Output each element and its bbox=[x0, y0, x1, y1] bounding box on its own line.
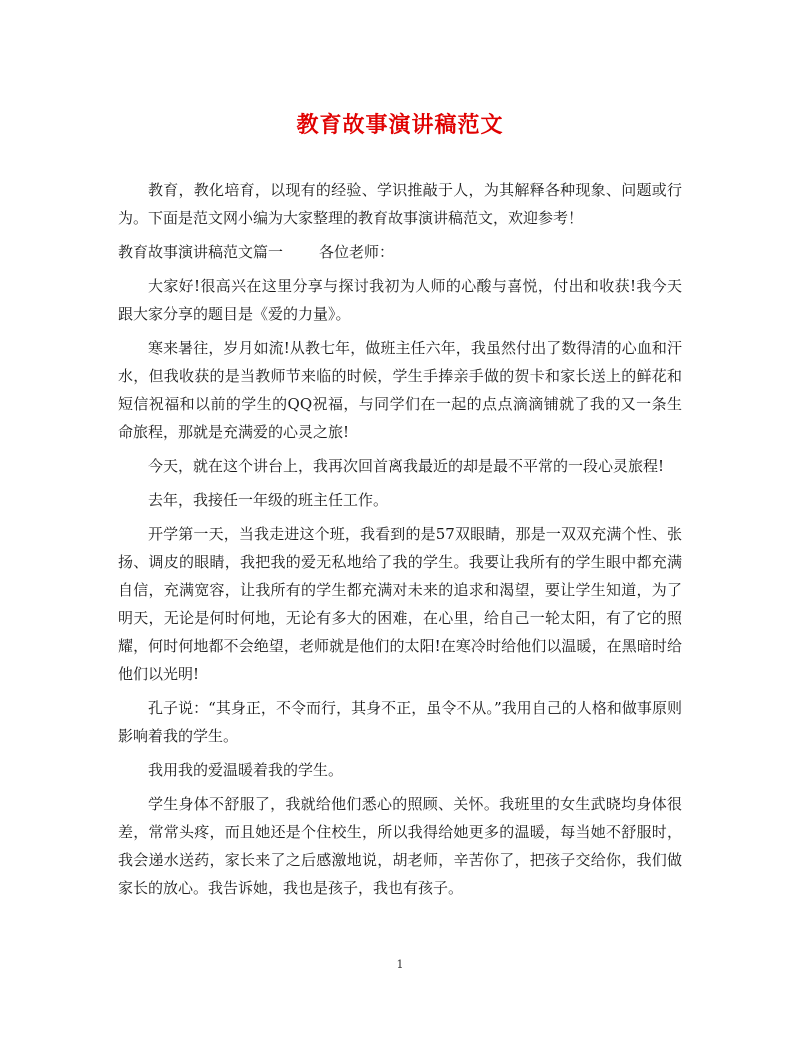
paragraph: 我用我的爱温暖着我的学生。 bbox=[148, 761, 344, 779]
paragraph: 大家好!很高兴在这里分享与探讨我初为人师的心酸与喜悦，付出和收获!我今天跟大家分享的题目是《爱的力量》。 bbox=[118, 277, 682, 323]
paragraph: 孔子说：“其身正，不令而行，其身不正，虽令不从。”我用自己的人格和做事原则影响着我的学生。 bbox=[118, 699, 682, 745]
page-number: 1 bbox=[396, 958, 404, 971]
paragraph: 学生身体不舒服了，我就给他们悉心的照顾、关怀。我班里的女生武晓均身体很差，常常头疼，而且她还是个住校生，所以我得给她更多的温暖，每当她不舒服时，我会递水送药，家长来了之后感激地说，胡老师，辛苦你了，把孩子交给你，我们做家长的放心。我告诉她，我也是孩子，我也有孩子。 bbox=[118, 795, 682, 897]
document-title: 教育故事演讲稿范文 bbox=[296, 112, 504, 138]
section-heading-line bbox=[118, 238, 682, 266]
intro-paragraph: 教育，教化培育，以现有的经验、学识推敲于人，为其解释各种现象、问题或行为。下面是范文网小编为大家整理的教育故事演讲稿范文，欢迎参考！ bbox=[118, 181, 682, 227]
paragraph: 开学第一天，当我走进这个班，我看到的是57双眼睛，那是一双双充满个性、张扬、调皮的眼睛，我把我的爱无私地给了我的学生。我要让我所有的学生眼中都充满自信，充满宽容，让我所有的学生都充满对未来的追求和渴望，要让学生知道，为了明天，无论是何时何地，无论有多大的困难，在心里，给自己一轮太阳，有了它的照耀，何时何地都不会绝望，老师就是他们的太阳!在寒冷时给他们以温暖，在黑暗时给他们以光明! bbox=[118, 525, 682, 683]
paragraph: 寒来暑往，岁月如流!从教七年，做班主任六年，我虽然付出了数得清的心血和汗水，但我收获的是当教师节来临的时候，学生手捧亲手做的贺卡和家长送上的鲜花和短信祝福和以前的学生的QQ祝福，与同学们在一起的点点滴滴铺就了我的又一条生命旅程，那就是充满爱的心灵之旅! bbox=[118, 339, 682, 441]
section-heading: 教育故事演讲稿范文篇一 bbox=[118, 243, 284, 261]
salutation: 各位老师： bbox=[319, 243, 395, 261]
paragraph: 去年，我接任一年级的班主任工作。 bbox=[148, 491, 389, 509]
document-body bbox=[118, 176, 682, 908]
paragraph: 今天，就在这个讲台上，我再次回首离我最近的却是最不平常的一段心灵旅程! bbox=[148, 457, 665, 475]
